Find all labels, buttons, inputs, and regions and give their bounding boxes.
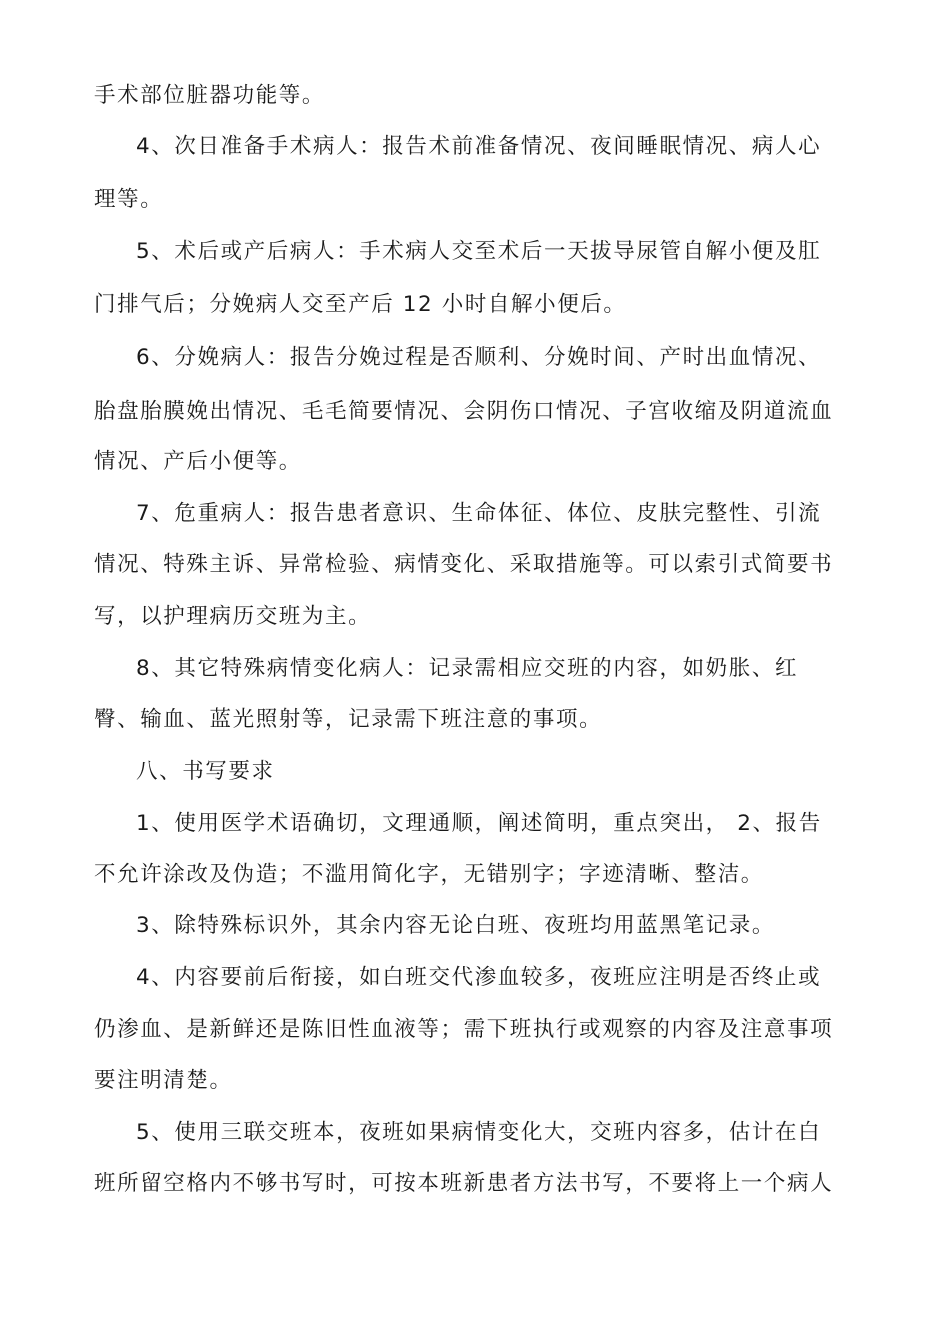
text-line: 3、除特殊标识外，其余内容无论白班、夜班均用蓝黑笔记录。 <box>136 913 775 938</box>
text-line: 门排气后；分娩病人交至产后 12 小时自解小便后。 <box>94 292 627 317</box>
text-line: 5、使用三联交班本，夜班如果病情变化大，交班内容多，估计在白 <box>136 1120 822 1145</box>
text-line: 臀、输血、蓝光照射等，记录需下班注意的事项。 <box>94 707 603 732</box>
text-line: 不允许涂改及伪造；不滥用简化字，无错别字；字迹清晰、整洁。 <box>94 862 764 887</box>
text-line: 理等。 <box>94 187 164 212</box>
text-line: 情况、特殊主诉、异常检验、病情变化、采取措施等。可以索引式简要书 <box>94 552 834 577</box>
text-line: 5、术后或产后病人：手术病人交至术后一天拔导尿管自解小便及肛 <box>136 239 822 264</box>
text-line: 要注明清楚。 <box>94 1068 233 1093</box>
section-heading: 八、书写要求 <box>136 759 275 784</box>
text-line: 写，以护理病历交班为主。 <box>94 604 372 629</box>
text-line: 班所留空格内不够书写时，可按本班新患者方法书写，不要将上一个病人 <box>94 1171 834 1196</box>
text-line: 8、其它特殊病情变化病人：记录需相应交班的内容，如奶胀、红 <box>136 656 799 681</box>
text-line: 4、内容要前后衔接，如白班交代渗血较多，夜班应注明是否终止或 <box>136 965 822 990</box>
text-line: 手术部位脏器功能等。 <box>94 83 326 108</box>
text-line: 胎盘胎膜娩出情况、毛毛简要情况、会阴伤口情况、子宫收缩及阴道流血 <box>94 399 834 424</box>
text-line: 6、分娩病人：报告分娩过程是否顺利、分娩时间、产时出血情况、 <box>136 345 822 370</box>
text-line: 4、次日准备手术病人：报告术前准备情况、夜间睡眠情况、病人心 <box>136 134 822 159</box>
text-line: 1、使用医学术语确切，文理通顺，阐述简明，重点突出， 2、报告 <box>136 811 822 836</box>
text-line: 7、危重病人：报告患者意识、生命体征、体位、皮肤完整性、引流 <box>136 501 822 526</box>
text-line: 情况、产后小便等。 <box>94 449 302 474</box>
text-line: 仍渗血、是新鲜还是陈旧性血液等；需下班执行或观察的内容及注意事项 <box>94 1017 834 1042</box>
